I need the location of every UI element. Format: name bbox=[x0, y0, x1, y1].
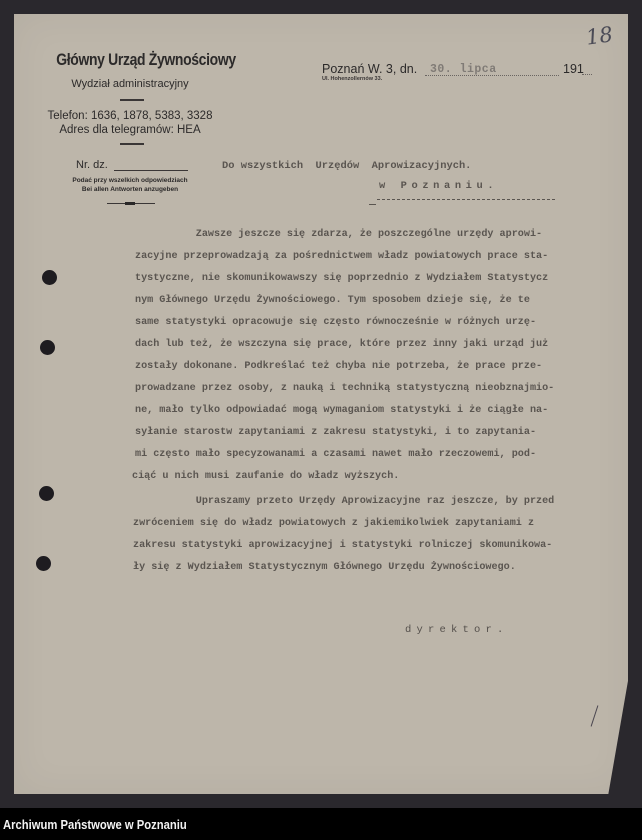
reference-number-label: Nr. dz. bbox=[76, 159, 108, 171]
addressee-line: Do wszystkich Urzędów Aprowizacyjnych. bbox=[222, 160, 472, 172]
punch-hole bbox=[39, 486, 54, 501]
dateline-year: 191 bbox=[563, 62, 584, 76]
body-line: ciąć u nich musi zaufanie do władz wyższych. bbox=[132, 471, 400, 482]
dateline-street: Ul. Hohenzollernów 33. bbox=[322, 76, 383, 82]
body-line: prowadzane przez osoby, z nauką i techniką statystyczną nieobznajmio- bbox=[135, 383, 555, 394]
reference-note-german: Bei allen Antworten anzugeben bbox=[81, 186, 179, 193]
signoff-title: dyrektor. bbox=[405, 624, 509, 636]
body-line: Zawsze jeszcze się zdarza, że poszczególne urzędy aprowi- bbox=[135, 229, 543, 240]
dateline-place: Poznań W. 3, dn. bbox=[322, 62, 418, 76]
body-line: ły się z Wydziałem Statystycznym Głównego Urzędu Żywnościowego. bbox=[133, 562, 516, 573]
body-line: nym Głównego Urzędu Żywnościowego. Tym sposobem dzieje się, że te bbox=[135, 295, 530, 306]
letterhead-phone: Telefon: 1636, 1878, 5383, 3328 bbox=[47, 110, 213, 122]
date-dotted-line bbox=[425, 75, 559, 76]
addressee-underline-tick bbox=[369, 204, 376, 205]
year-dotted-line bbox=[582, 74, 592, 75]
body-line: tystyczne, nie skomunikowawszy się poprzednio z Wydziałem Statystycz bbox=[135, 273, 549, 284]
handwritten-folio-number: 18 bbox=[584, 22, 615, 50]
body-line: same statystyki opracowuje się często równocześnie w różnych urzę- bbox=[135, 317, 537, 328]
punch-hole bbox=[36, 556, 51, 571]
letterhead-title: Główny Urząd Żywnościowy bbox=[56, 50, 236, 69]
addressee-underline bbox=[377, 199, 555, 200]
letterhead-department: Wydział administracyjny bbox=[71, 78, 189, 90]
archive-name: Archiwum Państwowe w Poznaniu bbox=[3, 818, 187, 832]
body-line: zacyjne przeprowadzają za pośrednictwem władz powiatowych prace sta- bbox=[135, 251, 549, 262]
reference-number-blank bbox=[114, 170, 188, 171]
letterhead-telegram: Adres dla telegramów: HEA bbox=[59, 124, 201, 136]
body-line: zostały dokonane. Podkreślać też chyba nie potrzeba, że prace prze- bbox=[135, 361, 543, 372]
punch-hole bbox=[42, 270, 57, 285]
body-line: zwróceniem się do władz powiatowych z jakiemikolwiek zapytaniami z bbox=[133, 518, 535, 529]
letterhead-divider bbox=[120, 99, 144, 101]
reference-note-polish: Podać przy wszelkich odpowiedziach bbox=[72, 177, 188, 184]
body-line: Upraszamy przeto Urzędy Aprowizacyjne raz jeszcze, by przed bbox=[135, 496, 555, 507]
typed-date: 30. lipca bbox=[430, 63, 497, 76]
letterhead-ornament bbox=[107, 203, 155, 204]
letterhead-divider bbox=[120, 143, 144, 145]
addressee-city: w Poznaniu. bbox=[379, 180, 499, 192]
body-line: mi często mało specyzowanami a czasami nawet mało rzeczowemi, pod- bbox=[135, 449, 537, 460]
punch-hole bbox=[40, 340, 55, 355]
body-line: syłanie starostw zapytaniami z zakresu statystyki, i to zapytania- bbox=[135, 427, 537, 438]
body-line: zakresu statystyki aprowizacyjnej i statystyki rolniczej skomunikowa- bbox=[133, 540, 553, 551]
body-line: ne, mało tylko odpowiadać mogą wymaganiom statystyki i że ciągłe na- bbox=[135, 405, 549, 416]
body-line: dach lub też, że wszczyna się prace, które przez inny jaki urząd już bbox=[135, 339, 549, 350]
